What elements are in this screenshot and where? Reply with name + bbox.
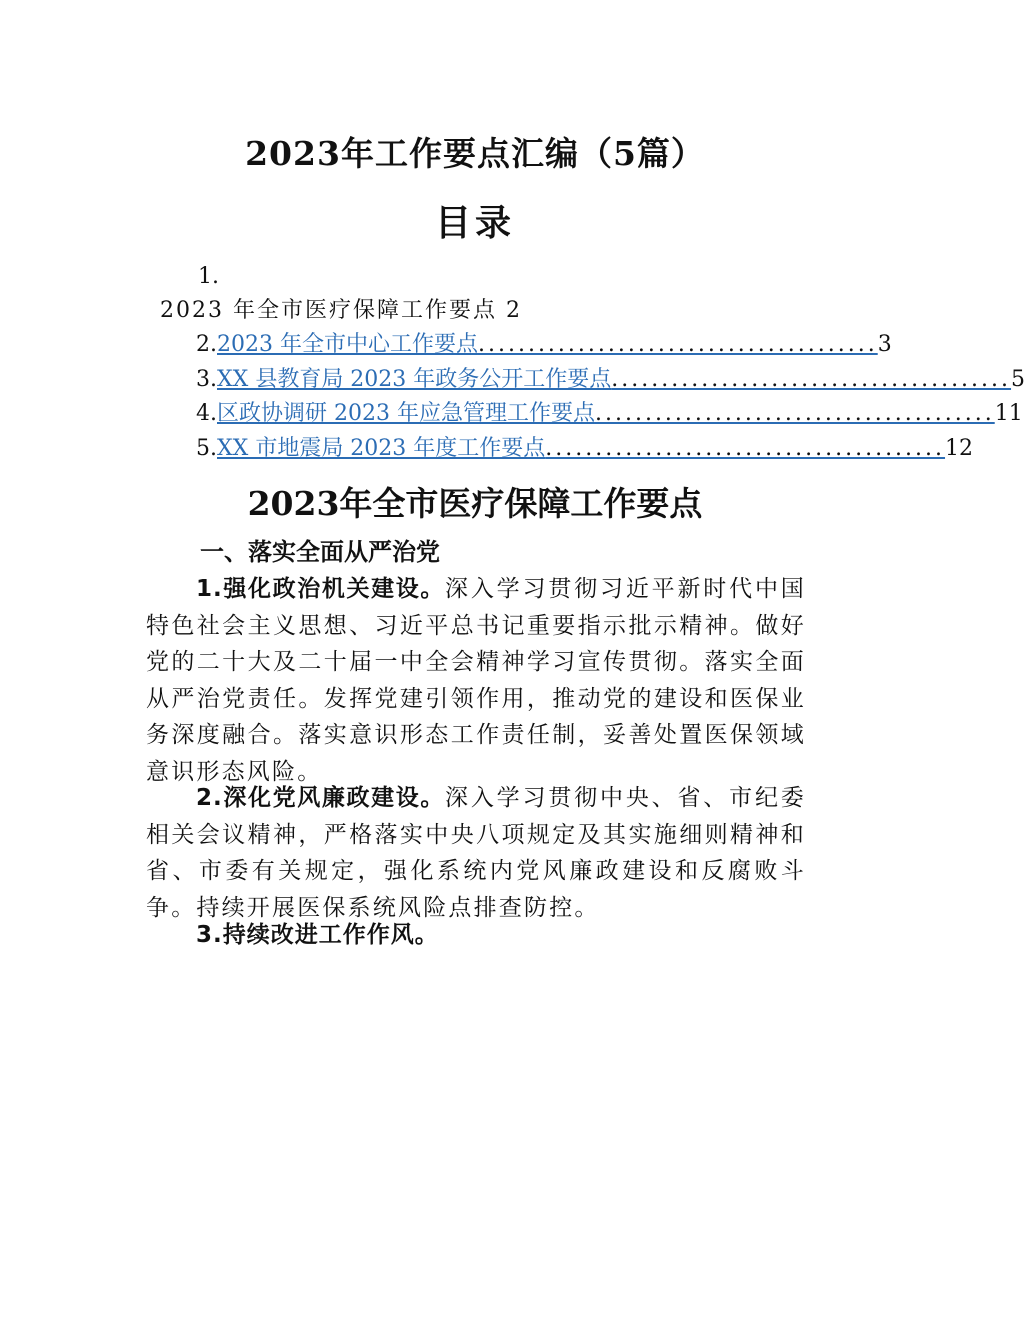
toc-item-number: 5. (196, 436, 217, 461)
paragraph-lead: 1.强化政治机关建设。 (196, 576, 446, 602)
toc-item-3[interactable] (196, 365, 1025, 395)
section-subheading: 一、落实全面从严治党 (200, 538, 440, 566)
toc-leader-dots: ........................................ (545, 436, 946, 461)
toc-heading: 目录 (434, 202, 515, 244)
toc-item-number: 2. (196, 332, 217, 357)
toc-item-5[interactable] (196, 434, 974, 464)
paragraph-lead: 3.持续改进工作作风。 (196, 922, 439, 948)
toc-item-number: 3. (196, 367, 217, 392)
toc-item-2[interactable] (196, 330, 892, 360)
section-title: 2023年全市医疗保障工作要点 (247, 484, 703, 523)
toc-item-1-number: 1. (198, 264, 219, 289)
body-paragraph (146, 571, 806, 791)
toc-item-4[interactable] (196, 399, 1023, 429)
toc-page-number: 3 (877, 332, 892, 357)
paragraph-body: 深入学习贯彻中央、省、市纪委相关会议精神，严格落实中央八项规定及其实施细则精神和省、市委有关规定，强化系统内党风廉政建设和反腐败斗争。持续开展医保系统风险点排查防控。 (146, 785, 806, 921)
toc-page-number: 5 (1011, 367, 1025, 392)
toc-item-1-text[interactable]: 2023 年全市医疗保障工作要点 2 (160, 298, 522, 323)
toc-leader-dots: ........................................ (477, 332, 878, 357)
toc-item-number: 4. (196, 401, 217, 426)
toc-leader-dots: ........................................ (594, 401, 995, 426)
toc-item-link[interactable]: XX 县教育局 2023 年政务公开工作要点 (217, 367, 612, 392)
body-paragraph (146, 780, 806, 926)
toc-item-link[interactable]: 2023 年全市中心工作要点 (217, 332, 478, 357)
toc-page-number: 11 (994, 401, 1023, 426)
toc-page-number: 12 (945, 436, 974, 461)
toc-leader-dots: ........................................ (611, 367, 1012, 392)
paragraph-lead: 2.深化党风廉政建设。 (196, 785, 446, 811)
paragraph-body: 深入学习贯彻习近平新时代中国特色社会主义思想、习近平总书记重要指示批示精神。做好党的二十大及二十届一中全会精神学习宣传贯彻。落实全面从严治党责任。发挥党建引领作用，推动党的建设和医保业务深度融合。落实意识形态工作责任制，妥善处置医保领域意识形态风险。 (146, 576, 806, 785)
document-title: 2023年工作要点汇编（5篇） (245, 134, 705, 173)
toc-item-link[interactable]: XX 市地震局 2023 年度工作要点 (217, 436, 546, 461)
toc-item-link[interactable]: 区政协调研 2023 年应急管理工作要点 (217, 401, 595, 426)
body-paragraph (146, 917, 806, 954)
